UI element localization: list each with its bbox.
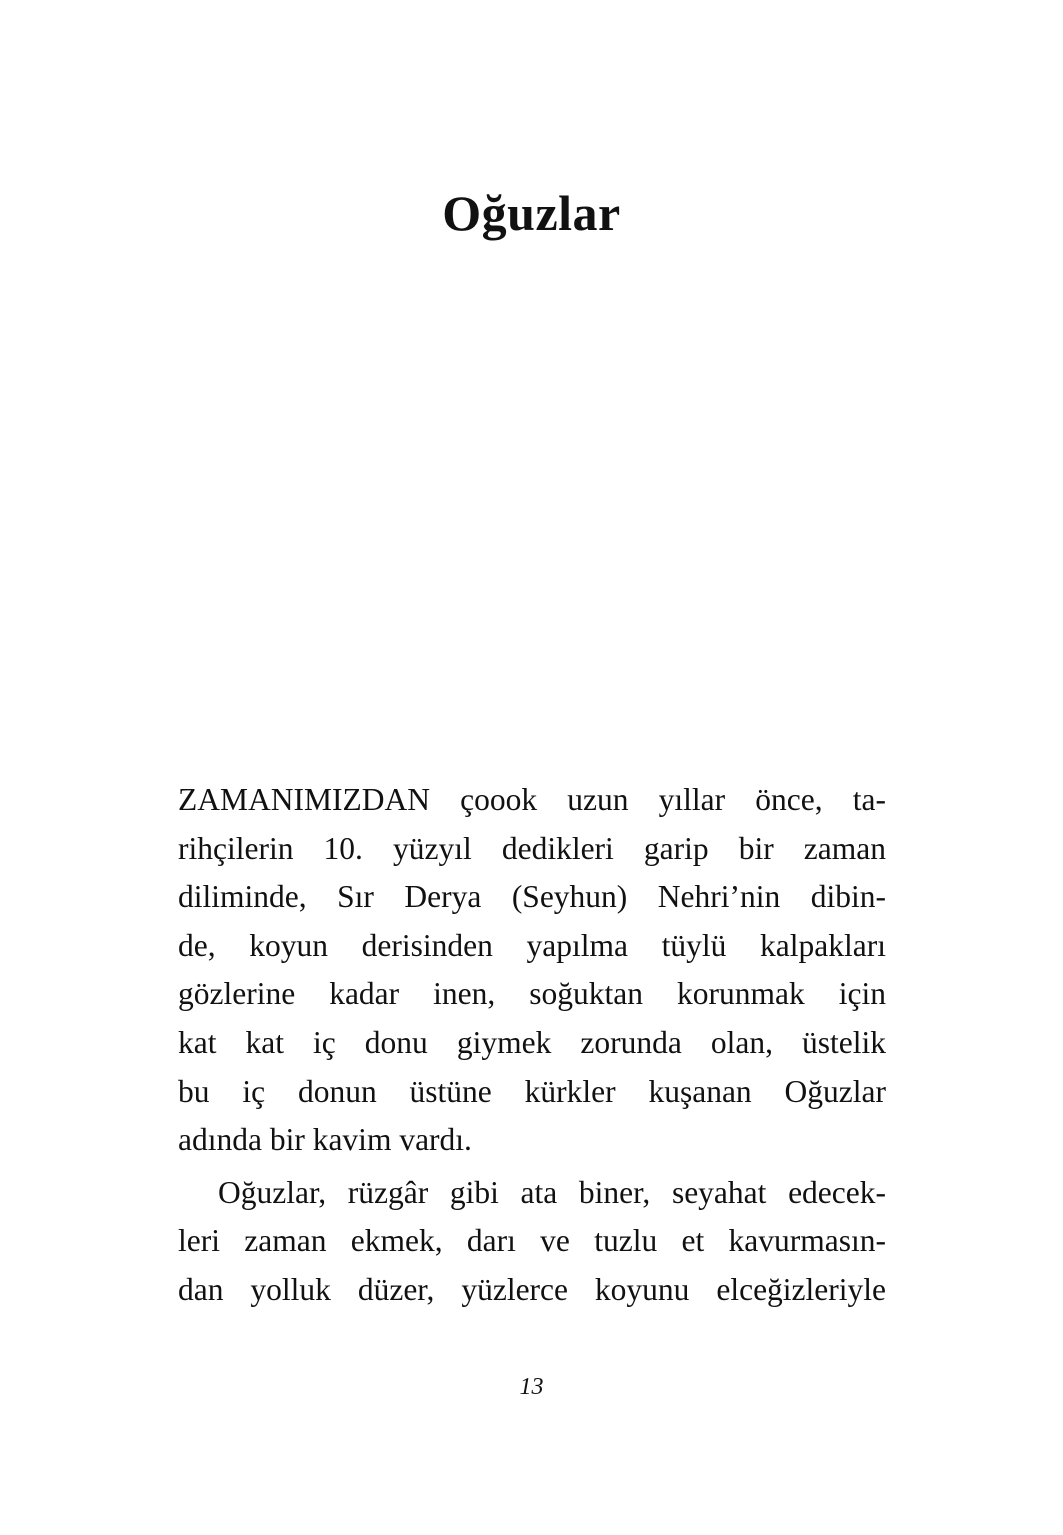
- text-line: rihçilerin 10. yüzyıl dedikleri garip bir zaman: [178, 830, 886, 866]
- text-line: bu iç donun üstüne kürkler kuşanan Oğuzlar: [178, 1073, 886, 1109]
- text-line: kat kat iç donu giymek zorunda olan, üstelik: [178, 1024, 886, 1060]
- text-line: dan yolluk düzer, yüzlerce koyunu elceğizleriyle: [178, 1271, 886, 1307]
- page-number: 13: [519, 1374, 544, 1400]
- text-line: leri zaman ekmek, darı ve tuzlu et kavurmasın-: [178, 1223, 886, 1259]
- chapter-title: Oğuzlar: [442, 185, 621, 241]
- text-line: adında bir kavim vardı.: [178, 1122, 472, 1158]
- text-line: diliminde, Sır Derya (Seyhun) Nehri’nin dibin-: [178, 879, 886, 915]
- text-line: gözlerine kadar inen, soğuktan korunmak için: [178, 976, 886, 1012]
- text-line: ZAMANIMIZDAN çoook uzun yıllar önce, ta-: [178, 782, 886, 817]
- paragraph-2: [178, 1169, 886, 1315]
- body-text: [178, 776, 886, 1315]
- text-line: Oğuzlar, rüzgâr gibi ata biner, seyahat edecek-: [218, 1174, 886, 1210]
- paragraph-1: [178, 776, 886, 1165]
- text-line: de, koyun derisinden yapılma tüylü kalpakları: [178, 927, 886, 963]
